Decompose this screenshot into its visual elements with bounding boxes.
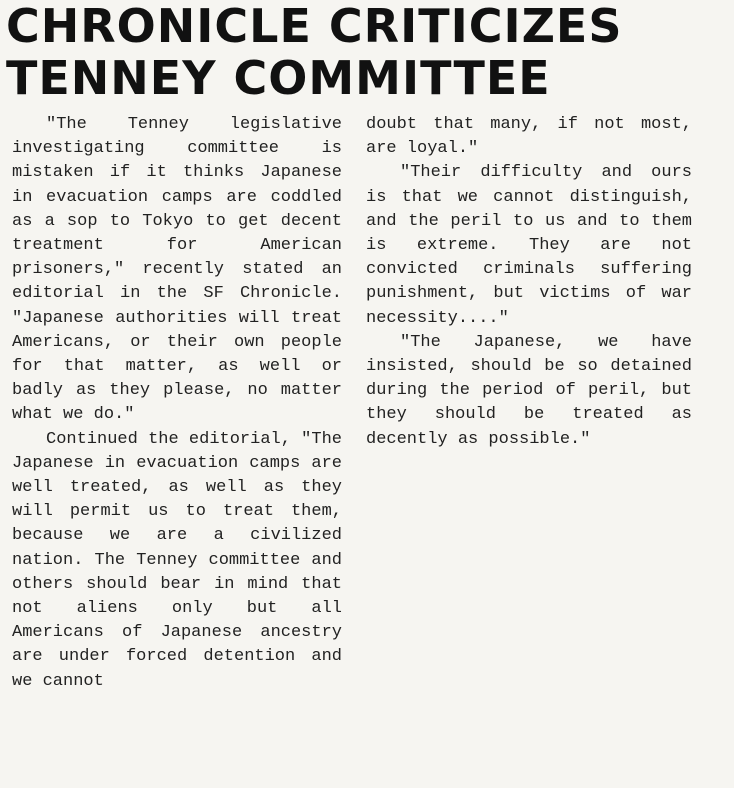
paragraph-1: "The Tenney legislative investigating committee is mistaken if it thinks Japanese in evacuation camps are coddled as a sop to Tokyo to get decent treatment for American prisoners," recently stated an editorial in the SF Chronicle. "Japanese authorities will treat Americans, or their own people for that matter, as well or badly as they please, no matter what we do.": [12, 115, 342, 425]
article-column-left: [12, 113, 342, 694]
paragraph-3: "Their difficulty and ours is that we cannot distinguish, and the peril to us and to them is extreme. They are not convicted criminals suffering punishment, but victims of war necessity....": [366, 163, 692, 328]
headline: [6, 0, 726, 104]
article-column-right: [366, 113, 692, 452]
paragraph-2: Continued the editorial, "The Japanese in evacuation camps are well treated, as well as they will permit us to treat them, because we are a civilized nation. The Tenney committee and others should bear in mind that not aliens only but all Americans of Japanese ancestry are under forced detention and we cannot: [12, 429, 342, 691]
headline-line-1: CHRONICLE CRITICIZES: [6, 0, 623, 53]
paragraph-2-continued: doubt that many, if not most, are loyal.": [366, 115, 692, 159]
headline-line-2: TENNEY COMMITTEE: [6, 51, 551, 105]
paragraph-4: "The Japanese, we have insisted, should be so detained during the period of peril, but they should be treated as decently as possible.": [366, 332, 692, 449]
